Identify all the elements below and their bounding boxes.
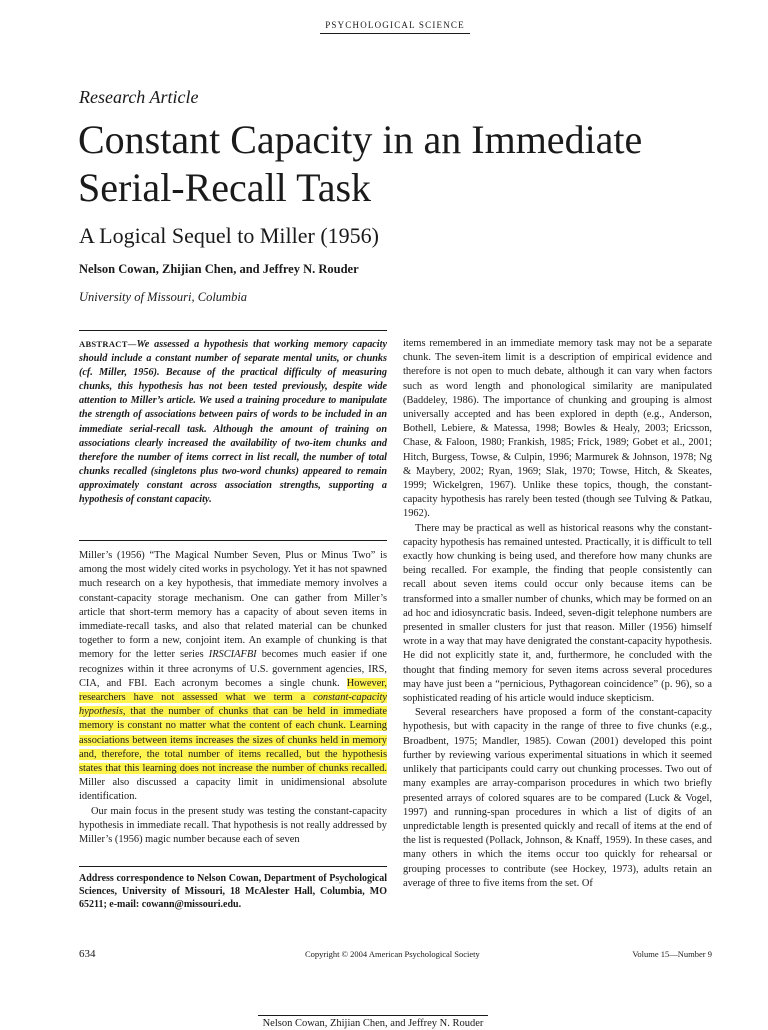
abstract — [79, 337, 387, 507]
paragraph: Several researchers have proposed a form of the constant-capacity hypothesis, but with capacity in the range of three to five chunks (e.g., Broadbent, 1975; Mandler, 1985). Cowan (2001) developed this point further by reviewing various experimental situations in which it seemed unlikely that participants could carry out chunking processes. Two out of many examples are array-comparison procedures in which two briefly presented arrays of colored squares are to be compared (Luck & Vogel, 1997) and running-span procedures in which a list of digits of an unpredictable length is presented quickly and recall of items at the end of the list is requested (Pollack, Johnson, & Knaff, 1959). In these cases, and many others in which the items occur too quickly for rehearsal or grouping processes to contribute (see Hockey, 1973), adults retain an average of three to five items from the set. Of — [403, 707, 712, 889]
text-span: Miller’s (1956) “The Magical Number Seven, Plus or Minus Two” is among the most widely cited works in psychology. Yet it has not spawned much research on a key hypothesis, that immediate memory involves a constant-capacity storage mechanism. One can gather from Miller’s article that short-term memory has a capacity of about seven items in immediate-recall tasks, and also that related material can be chunked together to form a new, conjoint item. An example of chunking is that memory for the letter series — [79, 550, 387, 661]
body-column-left — [79, 549, 387, 847]
paragraph — [79, 549, 387, 805]
abstract-bottom-rule — [79, 540, 387, 541]
abstract-top-rule — [79, 330, 387, 331]
journal-header: PSYCHOLOGICAL SCIENCE — [320, 20, 470, 34]
volume-number: Volume 15—Number 9 — [632, 949, 712, 959]
page-number: 634 — [79, 948, 96, 960]
paragraph: Our main focus in the present study was testing the constant-capacity hypothesis in immediate recall. That hypothesis is not really addressed by Miller’s (1956) magic number because each of seven — [79, 805, 387, 846]
highlighted-text[interactable] — [79, 678, 387, 774]
affiliation: University of Missouri, Columbia — [79, 290, 248, 304]
footnote-rule — [79, 866, 387, 867]
paragraph: items remembered in an immediate memory task may not be a separate chunk. The seven-item limit is a description of empirical evidence and therefore is not open to much debate, although it can vary when factors such as word length and phonological similarity are manipulated (Baddeley, 1986). The importance of chunking and grouping is almost universally accepted and has been explored in depth (e.g., Anderson, Bothell, Lebiere, & Matessa, 1998; Bowles & Healy, 2003; Ericsson, Chase, & Faloon, 1980; Frankish, 1985; Frick, 1989; Gobet et al., 2001; Hitch, Burgess, Towse, & Culpin, 1996; Marmurek & Johnson, 1978; Ng & Maybery, 2002; Ryan, 1969; Slak, 1970; Towse, Hitch, & Skeates, 1999; Wickelgren, 1967). Unlike these topics, though, the constant-capacity hypothesis has rarely been tested (though see Tulving & Patkau, 1962). — [403, 338, 712, 520]
text-span: becomes much easier if one recognizes within it three acronyms of U.S. government agencies, IRS, CIA, and FBI. Each acronym becomes a single chunk. — [79, 649, 387, 689]
article-title: Constant Capacity in an Immediate Serial-Recall Task — [78, 117, 643, 210]
next-page-header: Nelson Cowan, Zhijian Chen, and Jeffrey N. Rouder — [258, 1015, 488, 1030]
correspondence-footnote: Address correspondence to Nelson Cowan, Department of Psychological Sciences, University of Missouri, 18 McAlester Hall, Columbia, MO 65211; e-mail: cowann@missouri.edu. — [79, 873, 387, 910]
abstract-label: ABSTRACT— — [79, 339, 137, 349]
letter-series: IRSCIAFBI — [208, 649, 257, 661]
body-column-right — [403, 337, 712, 891]
italic-term: constant-capacity hypothesis — [79, 692, 387, 718]
article-type: Research Article — [79, 87, 199, 107]
text-span: Miller also discussed a capacity limit in unidimensional absolute identification. — [79, 777, 387, 803]
copyright: Copyright © 2004 American Psychological Society — [305, 949, 480, 959]
author-list: Nelson Cowan, Zhijian Chen, and Jeffrey N. Rouder — [79, 262, 359, 276]
text-span: , that the number of chunks that can be held in immediate memory is constant no matter what the content of each chunk. Learning associations between items increases the sizes of chunks held in memory and, therefore, the total number of items recalled, but the hypothesis states that this learning does not increase the number of chunks recalled. — [79, 706, 387, 775]
paragraph: There may be practical as well as historical reasons why the constant-capacity hypothesis has remained untested. Practically, it is difficult to tell exactly how chunking is being used, and therefore how many chunks are being recalled. For example, the finding that people consistently can recall about seven items could occur only because items can be transformed into a smaller number of chunks, which may be formed on an ad hoc and idiosyncratic basis. Indeed, seven-digit telephone numbers are presented in smaller clusters for just that reason. Miller (1956) himself wrote in a way that may have denigrated the constant-capacity hypothesis. He did not explicitly state it, and, furthermore, he concluded with the thought that finding memory for seven items across several procedures may have just been a “pernicious, Pythagorean coincidence” (p. 96), so a sophisticated reading of his article would induce skepticism. — [403, 522, 713, 705]
abstract-text: We assessed a hypothesis that working memory capacity should include a constant number of separate mental units, or chunks (cf. Miller, 1956). Because of the practical difficulty of measuring chunks, this hypothesis has not been tested previously, despite wide attention to Miller’s article. We used a training procedure to manipulate the strength of associations between pairs of words to be included in an immediate serial-recall task. Although the amount of training on associations clearly increased the availability of two-item chunks and therefore the number of items correct in list recall, the number of total chunks recalled (singletons plus two-word chunks) appeared to remain approximately constant across association strengths, supporting a hypothesis of constant capacity. — [79, 339, 387, 506]
article-subtitle: A Logical Sequel to Miller (1956) — [79, 223, 379, 248]
text-span: However, researchers have not assessed what we term a — [79, 677, 387, 704]
